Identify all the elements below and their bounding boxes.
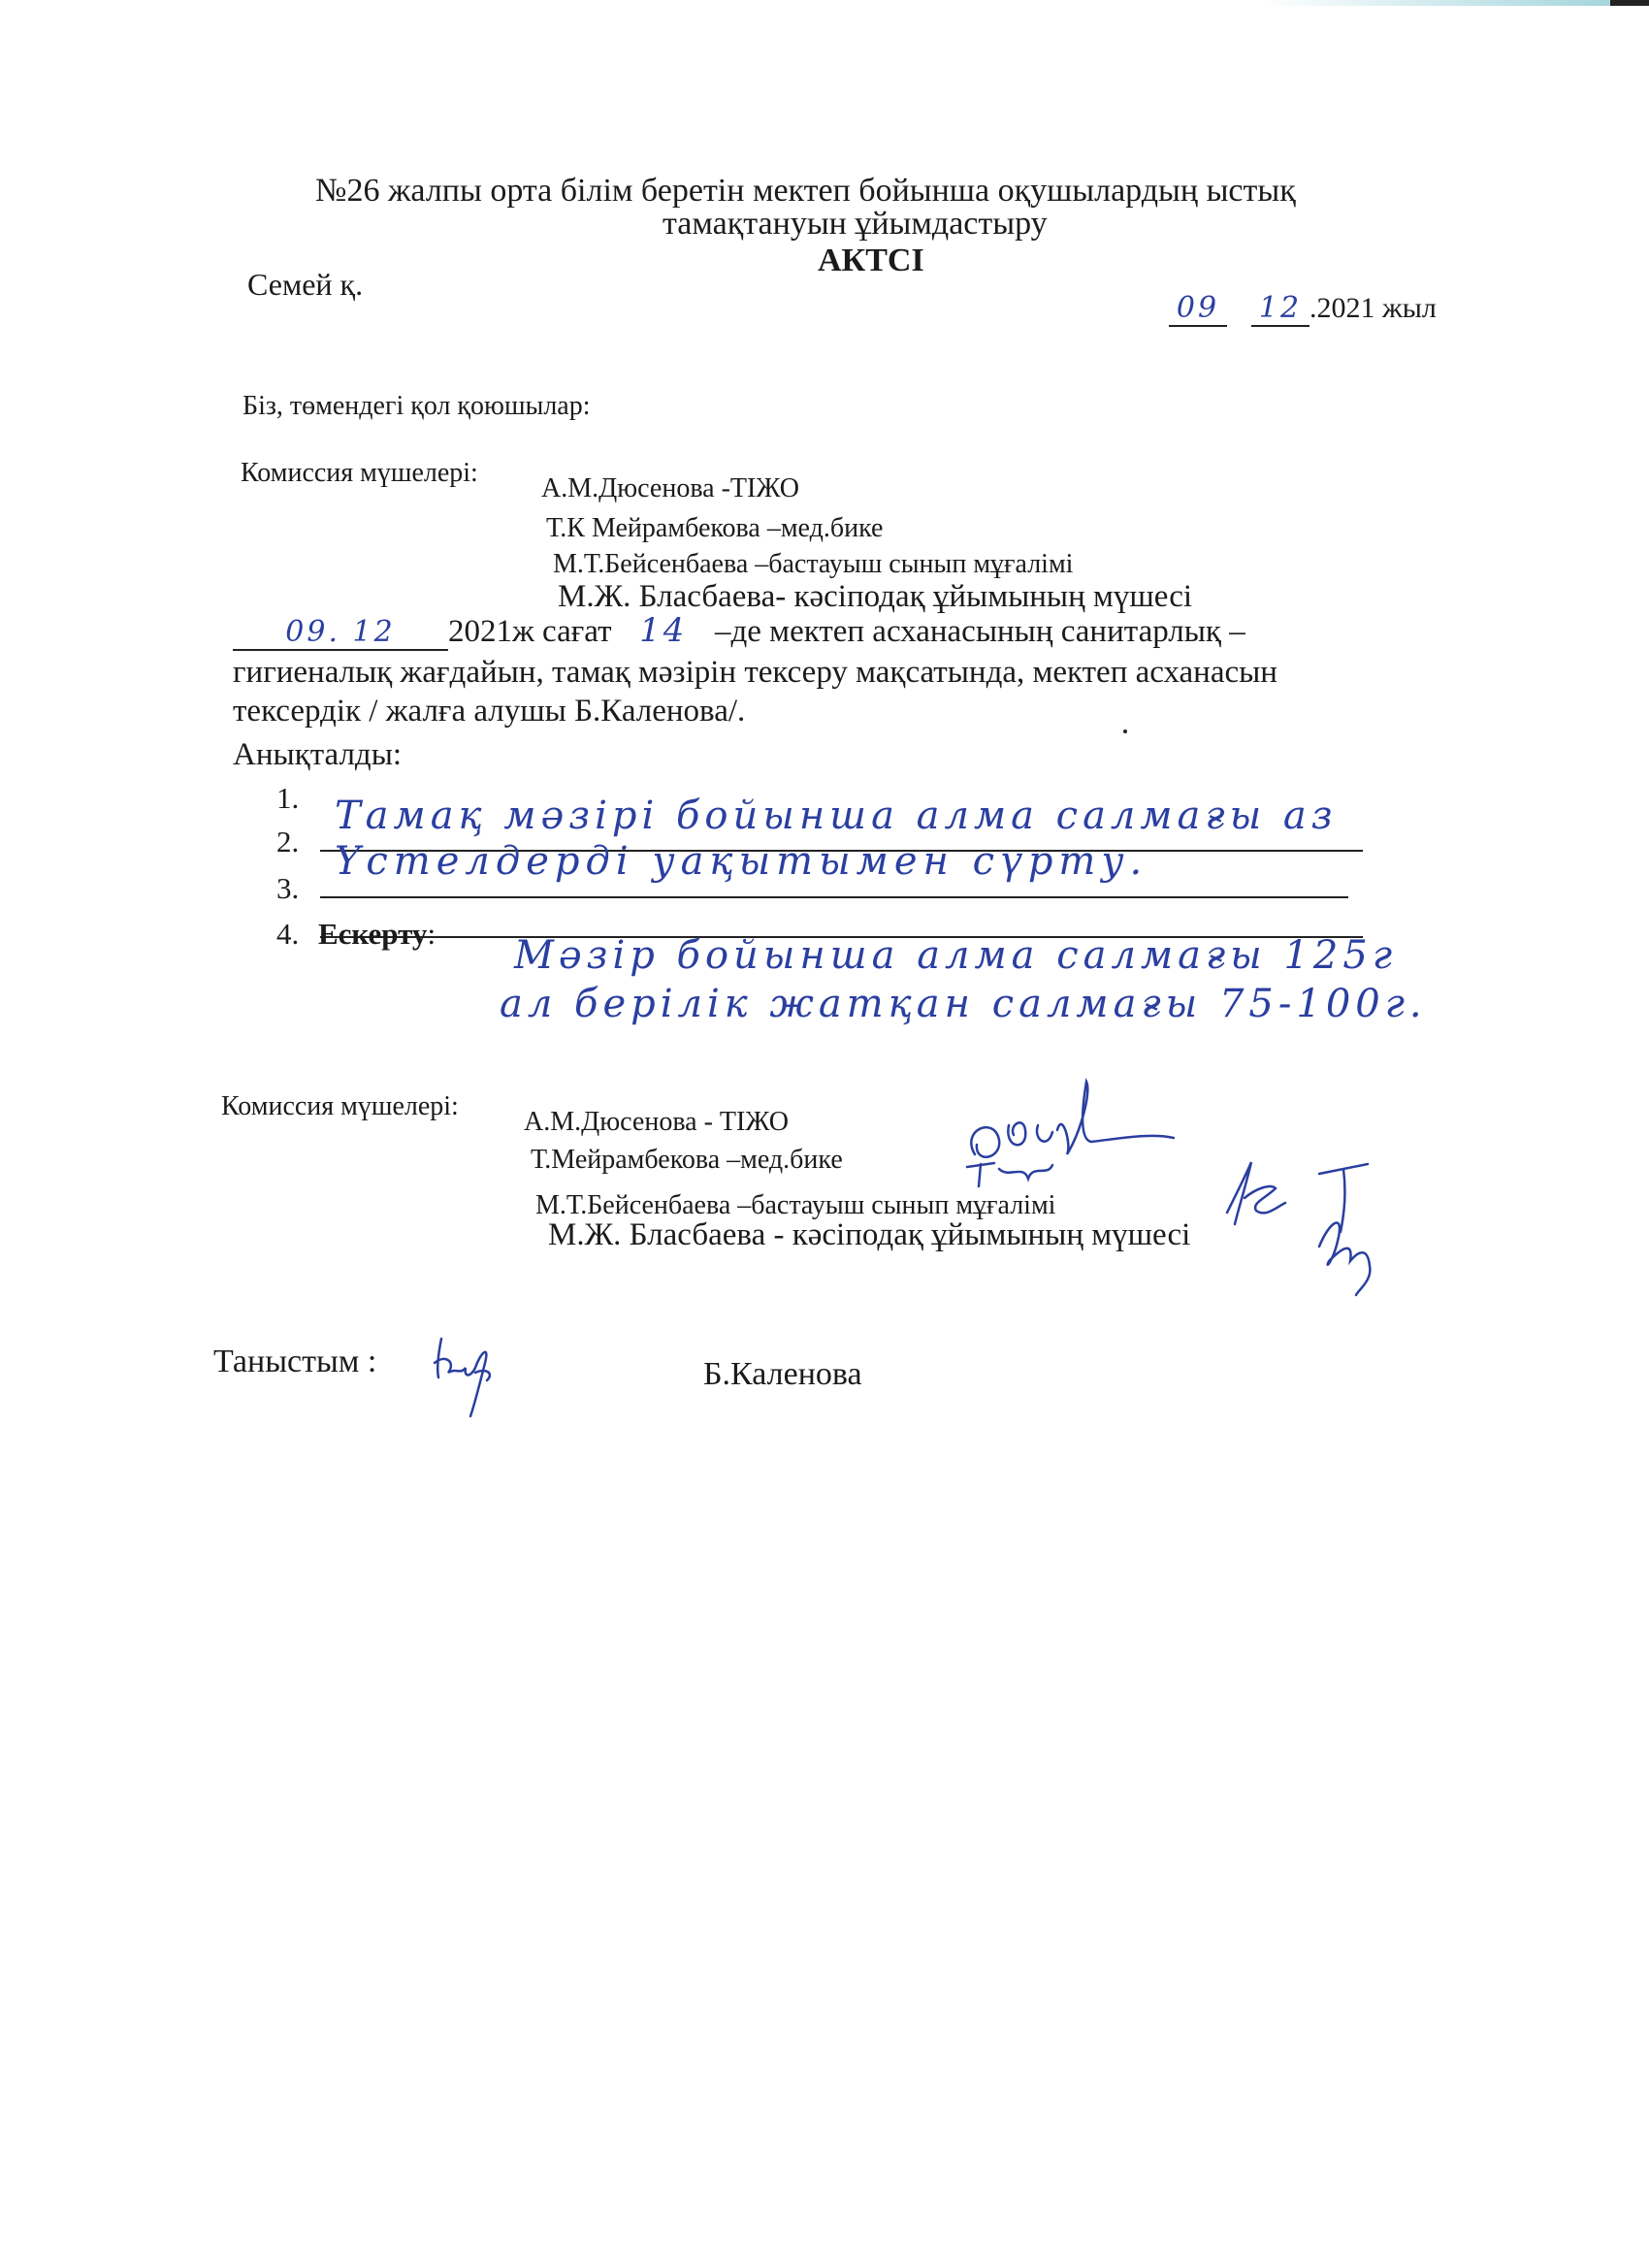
date-day-handwritten: 09: [1169, 291, 1227, 327]
finding-2-handwritten: Үстелдерді уақытымен сүрту.: [335, 839, 1148, 884]
finding-2-number: 2.: [276, 825, 300, 859]
title-line-3: АКТСІ: [818, 243, 924, 278]
body-line-2: гигиеналық жағдайын, тамақ мәзірін тексеру мақсатында, мектеп асханасын: [233, 655, 1277, 690]
acquainted-name: Б.Каленова: [703, 1356, 862, 1392]
note-handwritten-line-2: ал берілік жатқан салмағы 75-100г.: [500, 982, 1427, 1026]
finding-1-handwritten: Тамақ мәзірі бойынша алма салмағы аз: [335, 794, 1338, 838]
scan-edge-dark: [1610, 0, 1649, 6]
commission2-label: Комиссия мүшелері:: [221, 1091, 459, 1121]
signature-blasbaeva: [1300, 1154, 1387, 1300]
date-year: .2021 жыл: [1310, 292, 1437, 324]
member-1: А.М.Дюсенова -ТІЖО: [541, 473, 799, 503]
signature-dyusenova: [955, 1072, 1179, 1188]
member-3: М.Т.Бейсенбаева –бастауыш сынып мұғалімі: [553, 549, 1074, 579]
body-date-handwritten: 09. 12: [233, 615, 448, 651]
body-hour-handwritten: 14: [639, 611, 688, 650]
finding-1-number: 1.: [276, 781, 300, 815]
date-month-handwritten: 12: [1251, 291, 1310, 327]
city: Семей қ.: [247, 267, 364, 302]
finding-3-number: 3.: [276, 871, 300, 905]
body-year-text: 2021ж сағат: [448, 614, 612, 649]
commission-label: Комиссия мүшелері:: [241, 458, 478, 488]
body-line-1: [233, 611, 1245, 651]
note-label: Ескерту: [318, 917, 428, 951]
member2-2: Т.Мейрамбекова –мед.бике: [531, 1145, 843, 1175]
note-handwritten-line-1: Мәзір бойынша алма салмағы 125г: [514, 933, 1398, 978]
title-line-1: №26 жалпы орта білім беретін мектеп бойынша оқушылардың ыстық: [315, 173, 1296, 209]
date-block: [1169, 291, 1437, 327]
member2-3: М.Т.Бейсенбаева –бастауыш сынып мұғалімі: [535, 1190, 1056, 1220]
signature-kalenova: [427, 1324, 514, 1421]
signature-beysenbaeva: [1217, 1154, 1305, 1232]
dot-mark: [1123, 729, 1127, 733]
acquainted-label: Таныстым :: [213, 1344, 377, 1379]
body-text-2: –де мектеп асханасының санитарлық –: [715, 614, 1245, 649]
intro-text: Біз, төмендегі қол қоюшылар:: [242, 391, 591, 421]
title-line-2: тамақтануын ұйымдастыру: [663, 206, 1048, 242]
note-row: [276, 917, 436, 952]
scan-edge: [1261, 0, 1649, 6]
finding-2-underline: [320, 896, 1348, 898]
member-4: М.Ж. Бласбаева- кәсіподақ ұйымының мүшесі: [558, 579, 1193, 614]
note-number: 4.: [276, 917, 300, 951]
member-2: Т.К Мейрамбекова –мед.бике: [546, 513, 884, 543]
member2-4: М.Ж. Бласбаева - кәсіподақ ұйымының мүшесі: [548, 1217, 1191, 1252]
note-colon: :: [427, 917, 436, 951]
found-label: Анықталды:: [233, 737, 403, 772]
member2-1: А.М.Дюсенова - ТІЖО: [524, 1107, 789, 1137]
body-line-3: тексердік / жалға алушы Б.Каленова/.: [233, 694, 746, 729]
